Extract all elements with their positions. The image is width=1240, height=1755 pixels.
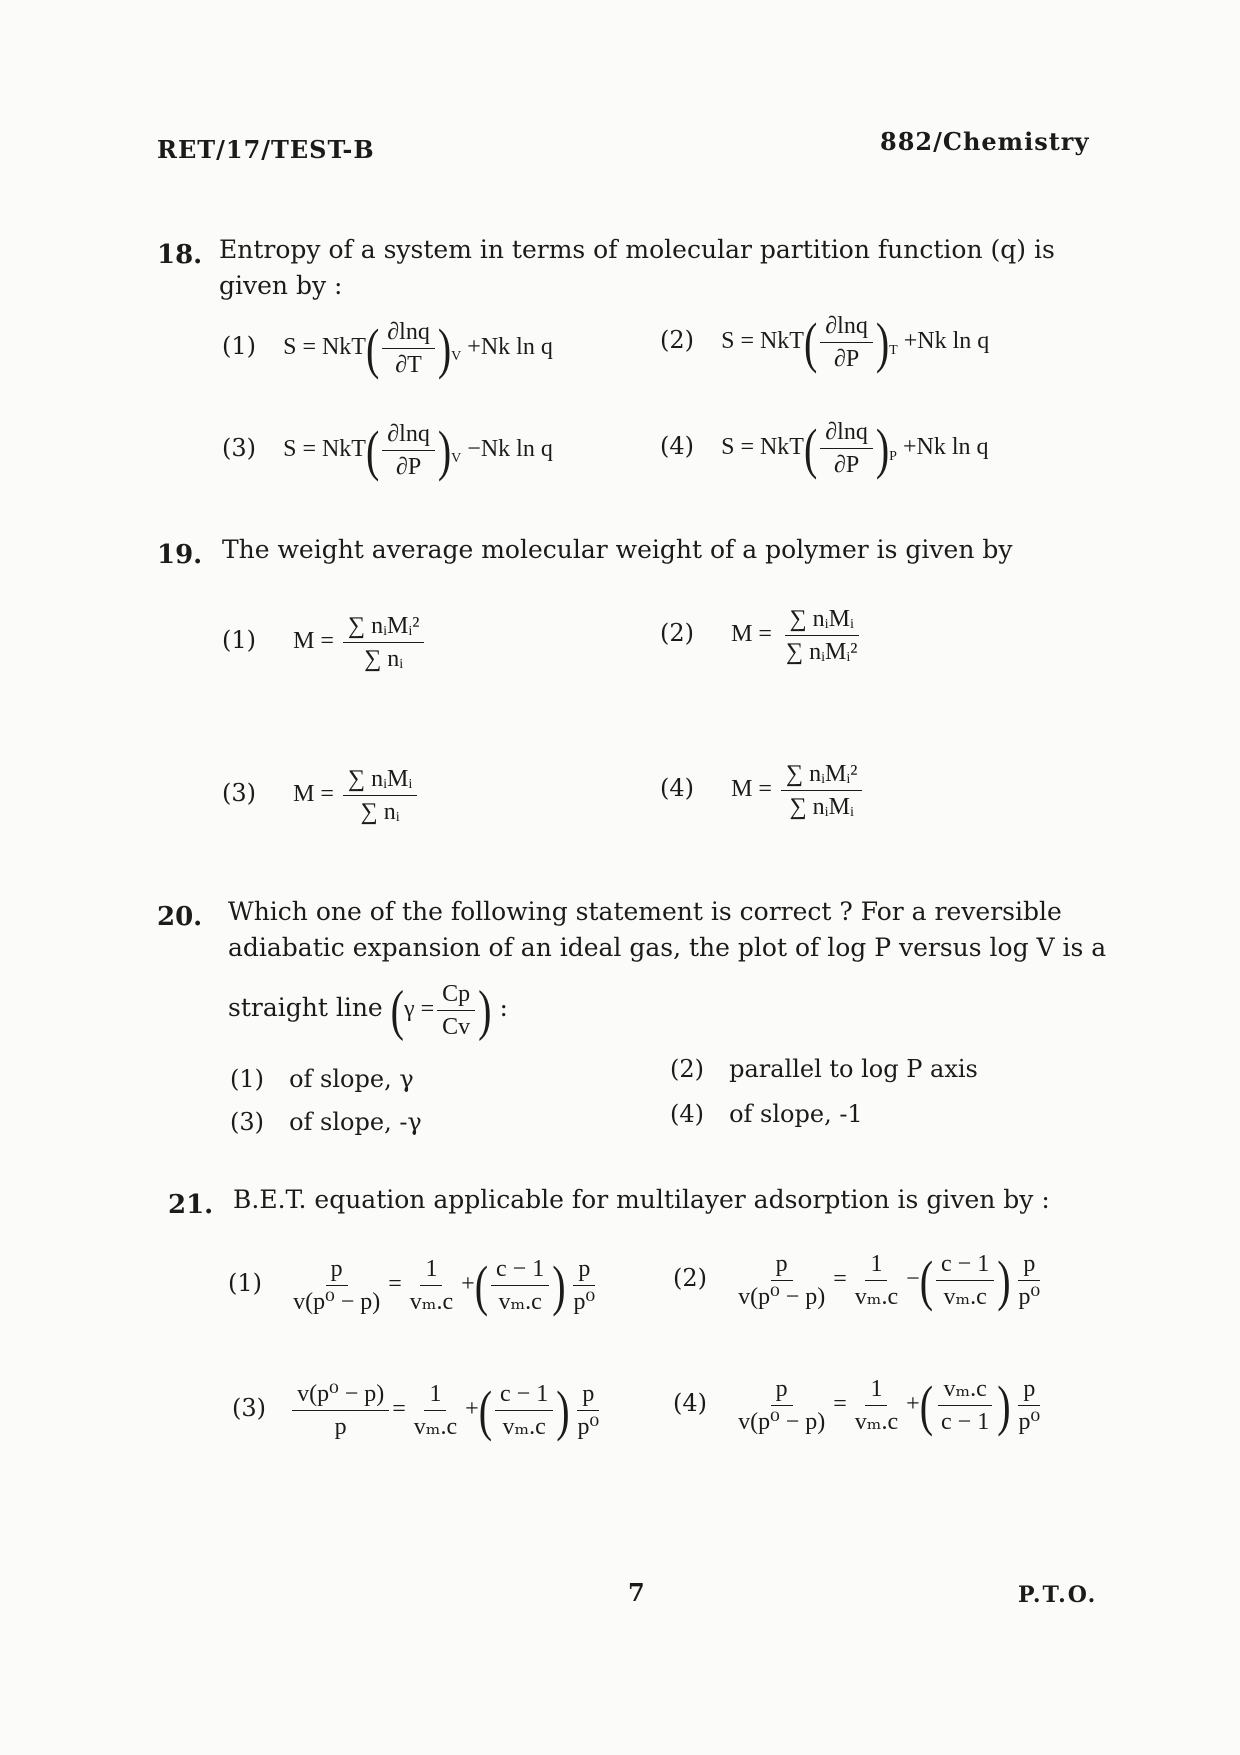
q21-option-3: (3) $\frac{\text{v(p⁰ − p)}}{p}$ = $\frac{1}{\text{vₘ.c}}$ +( $\frac{c - 1}{\text{vₘ.c}}$ ) $\frac{p}{\text{p⁰}}$ [232, 1380, 607, 1441]
option-label: (4) [660, 432, 694, 461]
gamma-num: Cp [437, 980, 475, 1011]
q20-option-2 [670, 1055, 978, 1083]
t1-den: vₘ.c [854, 1284, 899, 1310]
option-label: (1) [228, 1269, 262, 1298]
frac-num: ∑ nᵢMᵢ² [781, 760, 863, 791]
option-label: (1) [222, 626, 256, 655]
equals: = [833, 1391, 847, 1418]
frac-den: ∂P [833, 452, 860, 478]
frac-num: ∂lnq [382, 318, 435, 349]
t3-num: p [573, 1255, 595, 1286]
t2-den: vₘ.c [502, 1414, 546, 1440]
q21-option-2: (2) $\frac{p}{\text{v(p⁰ − p)}}$ = $\frac{1}{\text{vₘ.c}}$ −( $\frac{c - 1}{\text{vₘ.c}}$ ) $\frac{p}{\text{p⁰}}$ [673, 1250, 1048, 1311]
frac-num: ∑ nᵢMᵢ [785, 605, 859, 636]
equals: = [392, 1396, 406, 1423]
line3-suffix: : [499, 993, 508, 1023]
frac-num: ∂lnq [820, 312, 873, 343]
option-label: (2) [670, 1055, 704, 1083]
q21-option-1: (1) $\frac{p}{\text{v(p⁰ − p)}}$ = $\frac{1}{\text{vₘ.c}}$ +( $\frac{c - 1}{\text{vₘ.c}}$ ) $\frac{p}{\text{p⁰}}$ [228, 1255, 603, 1316]
t1-num: 1 [424, 1380, 446, 1411]
t2-num: vₘ.c [938, 1375, 991, 1406]
option-text: of slope, γ [289, 1065, 414, 1093]
t2-den: vₘ.c [498, 1289, 542, 1315]
q20-option-4 [670, 1100, 863, 1128]
t3-num: p [577, 1380, 599, 1411]
operator: + [465, 1396, 479, 1423]
t3-den: p⁰ [1018, 1409, 1041, 1435]
lhs-den: v(p⁰ − p) [738, 1284, 826, 1310]
t1-den: vₘ.c [409, 1289, 454, 1315]
t3-num: p [1018, 1250, 1040, 1281]
frac-den: ∂P [395, 454, 422, 480]
question-20-line1: Which one of the following statement is correct ? For a reversible [228, 897, 1062, 926]
option-label: (3) [222, 779, 256, 808]
question-21-text: B.E.T. equation applicable for multilayer adsorption is given by : [233, 1185, 1050, 1214]
q18-option-1: (1) S = NkT( $\frac{\partial\ln q}{\partial T}$ )$_V +Nk$ ln q [222, 317, 553, 380]
option-label: (4) [660, 774, 694, 803]
frac-num: ∂lnq [820, 418, 873, 449]
option-label: (2) [660, 326, 694, 355]
frac-den: ∂T [395, 352, 422, 378]
t1-num: 1 [420, 1255, 442, 1286]
frac-den: ∂P [833, 346, 860, 372]
t2-num: c − 1 [491, 1255, 549, 1286]
option-label: (3) [230, 1108, 264, 1136]
operator: + [461, 1271, 475, 1298]
option-text: of slope, -1 [729, 1100, 863, 1128]
option-label: (2) [673, 1264, 707, 1293]
q19-option-4 [660, 760, 865, 821]
t1-num: 1 [865, 1375, 887, 1406]
formula-lhs: S = NkT [283, 334, 366, 361]
lhs-num: p [326, 1255, 348, 1286]
option-text: parallel to log P axis [729, 1055, 978, 1083]
t1-den: vₘ.c [413, 1414, 458, 1440]
frac-num: ∑ nᵢMᵢ² [343, 612, 425, 643]
formula-lhs: M = [293, 628, 334, 655]
q18-option-4: (4) S = NkT( $\frac{\partial\ln q}{\partial P}$ )$_P +Nk$ ln q [660, 417, 989, 480]
question-18-text: Entropy of a system in terms of molecular partition function (q) is given by : [219, 235, 1055, 300]
t2-den: vₘ.c [943, 1284, 987, 1310]
option-label: (1) [230, 1065, 264, 1093]
formula-rest: +Nk ln q [467, 334, 553, 361]
q18-option-3: (3) S = NkT( $\frac{\partial\ln q}{\partial P}$ )$_V -Nk$ ln q [222, 419, 553, 482]
option-label: (4) [670, 1100, 704, 1128]
frac-num: ∑ nᵢMᵢ [343, 765, 417, 796]
lhs-den: v(p⁰ − p) [293, 1289, 381, 1315]
subscript: V [451, 450, 462, 466]
subscript: T [889, 342, 898, 358]
q19-option-1 [222, 612, 427, 673]
frac-den: ∑ nᵢMᵢ² [785, 639, 858, 665]
formula-lhs: M = [731, 776, 772, 803]
equals: = [388, 1271, 402, 1298]
frac-num: ∂lnq [382, 420, 435, 451]
header-left: RET/17/TEST-B [157, 135, 375, 164]
frac-den: ∑ nᵢMᵢ [789, 794, 854, 820]
pto-label: P.T.O. [1018, 1582, 1098, 1608]
gamma-lhs: γ = [404, 996, 435, 1023]
question-20-line3: straight line (γ = $\frac{Cp}{Cv}$ ) : [228, 978, 508, 1042]
question-21-number: 21. [168, 1190, 214, 1220]
subscript: P [889, 448, 897, 464]
formula-lhs: M = [731, 621, 772, 648]
gamma-den: Cv [442, 1014, 471, 1040]
t3-den: p⁰ [577, 1414, 600, 1440]
lhs-num: p [771, 1250, 793, 1281]
lhs-num: v(p⁰ − p) [292, 1380, 389, 1411]
question-20-line2: adiabatic expansion of an ideal gas, the plot of log P versus log V is a [228, 933, 1107, 962]
formula-lhs: S = NkT [283, 436, 366, 463]
lhs-den: v(p⁰ − p) [738, 1409, 826, 1435]
option-label: (4) [673, 1389, 707, 1418]
question-19-number: 19. [157, 540, 203, 570]
header-right: 882/Chemistry [880, 127, 1090, 156]
t3-den: p⁰ [1018, 1284, 1041, 1310]
question-20-number: 20. [157, 902, 203, 932]
operator: + [906, 1391, 920, 1418]
lhs-num: p [771, 1375, 793, 1406]
q20-option-1 [230, 1065, 414, 1093]
option-label: (3) [222, 434, 256, 463]
t1-num: 1 [865, 1250, 887, 1281]
question-18-number: 18. [157, 240, 203, 270]
formula-rest: +Nk ln q [902, 434, 989, 461]
q18-option-2: (2) S = NkT( $\frac{\partial\ln q}{\partial P}$ )$_T +Nk$ ln q [660, 311, 990, 374]
t2-num: c − 1 [495, 1380, 553, 1411]
option-label: (3) [232, 1394, 266, 1423]
t2-num: c − 1 [936, 1250, 994, 1281]
q21-option-4: (4) $\frac{p}{\text{v(p⁰ − p)}}$ = $\frac{1}{\text{vₘ.c}}$ +( $\frac{\text{vₘ.c}}{c - 1}$ ) $\frac{p}{\text{p⁰}}$ [673, 1375, 1048, 1436]
q20-option-3 [230, 1108, 422, 1136]
question-19-text: The weight average molecular weight of a polymer is given by [222, 535, 1013, 564]
t1-den: vₘ.c [854, 1409, 899, 1435]
q19-option-2 [660, 605, 865, 666]
formula-lhs: S = NkT [721, 434, 804, 461]
subscript: V [451, 348, 462, 364]
q19-option-3 [222, 765, 420, 826]
option-text: of slope, -γ [289, 1108, 422, 1136]
equals: = [833, 1266, 847, 1293]
option-label: (1) [222, 332, 256, 361]
operator: − [906, 1266, 920, 1293]
formula-rest: −Nk ln q [467, 436, 553, 463]
t2-den: c − 1 [941, 1409, 990, 1435]
frac-den: ∑ nᵢ [364, 646, 404, 672]
option-label: (2) [660, 619, 694, 648]
page-number: 7 [628, 1578, 645, 1607]
lhs-den: p [334, 1414, 347, 1440]
formula-lhs: M = [293, 781, 334, 808]
t3-num: p [1018, 1375, 1040, 1406]
formula-rest: +Nk ln q [903, 328, 990, 355]
line3-prefix: straight line [228, 993, 383, 1023]
t3-den: p⁰ [573, 1289, 596, 1315]
frac-den: ∑ nᵢ [360, 799, 400, 825]
formula-lhs: S = NkT [721, 328, 804, 355]
